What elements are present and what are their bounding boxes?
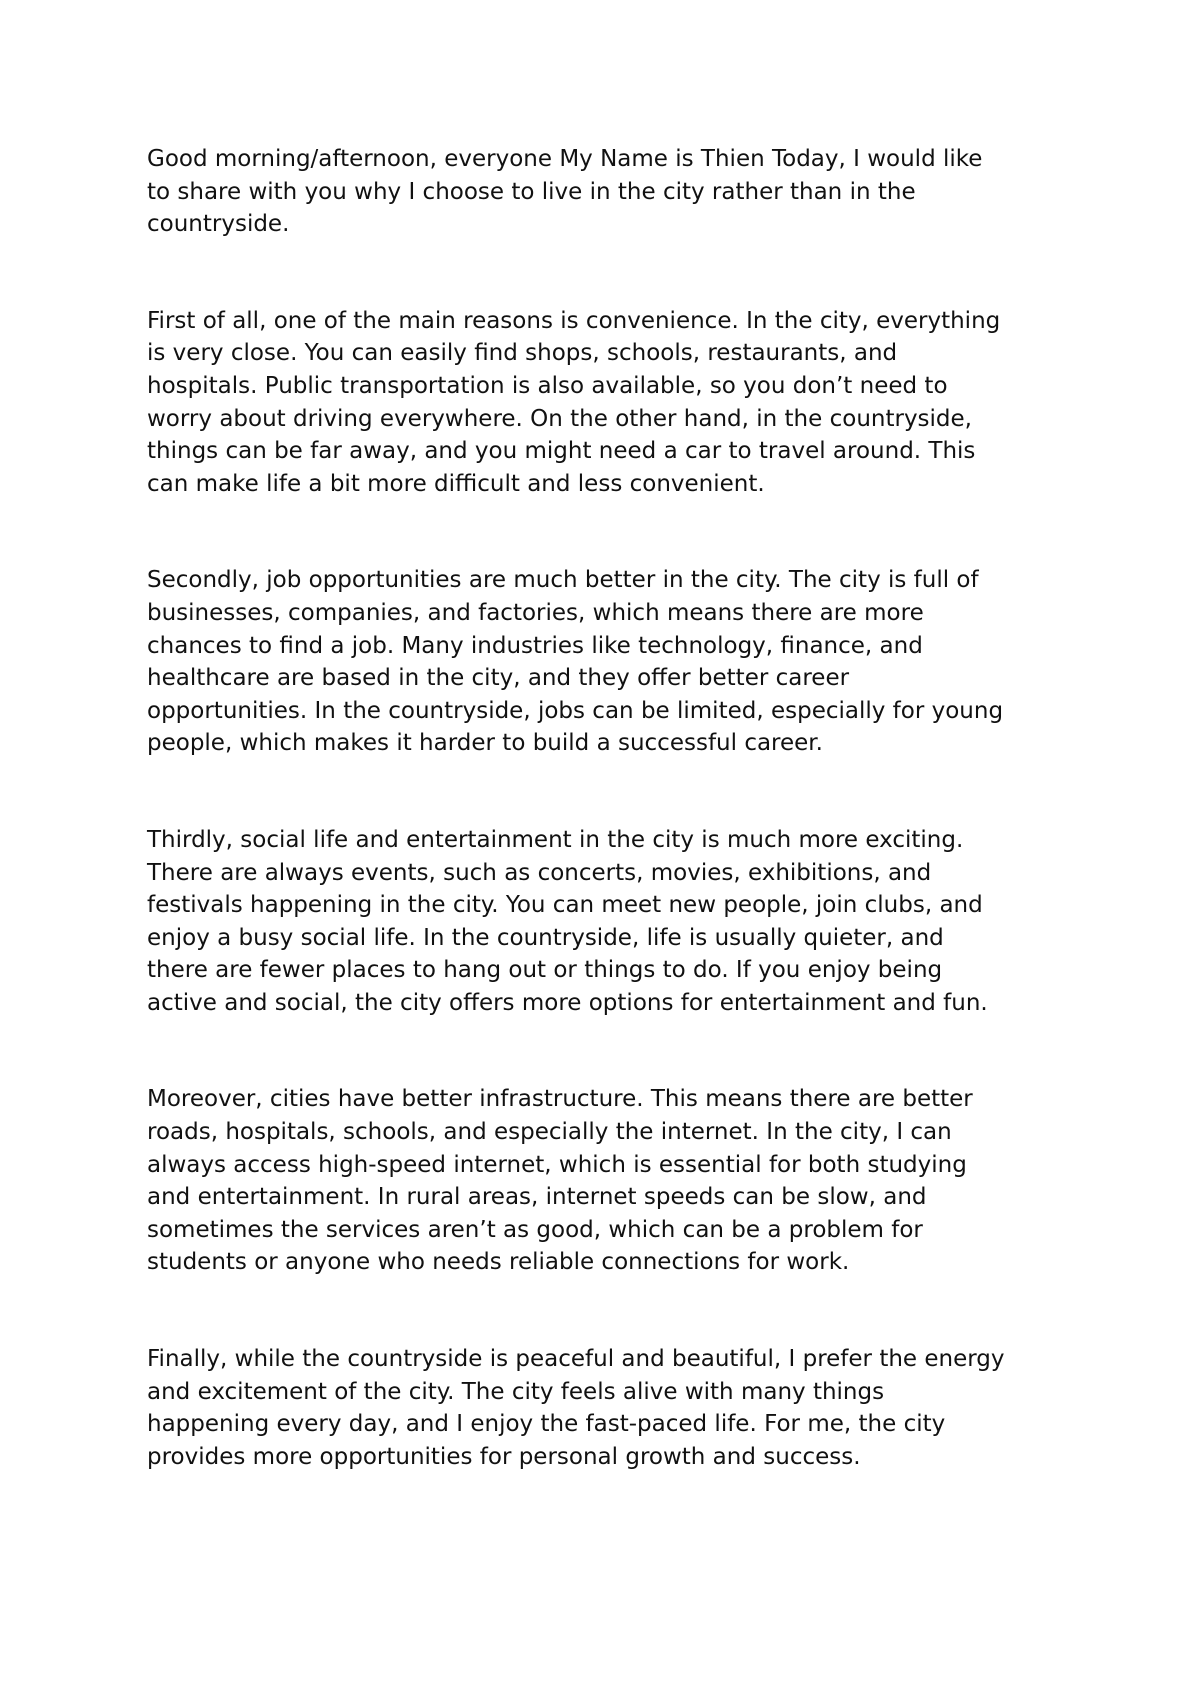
paragraph-infrastructure: Moreover, cities have better infrastructure. This means there are better roads, hospitals, schools, and especially the internet. In the city, I can always access high-speed internet, which is essential for both studying and entertainment. In rural areas, internet speeds can be slow, and sometimes the services aren’t as good, which can be a problem for students or anyone who needs reliable connections for work. — [147, 1086, 973, 1276]
paragraph-social-life: Thirdly, social life and entertainment in the city is much more exciting. There are always events, such as concerts, movies, exhibitions, and festivals happening in the city. You can meet new people, join clubs, and enjoy a busy social life. In the countryside, life is usually quieter, and there are fewer places to hang out or things to do. If you enjoy being active and social, the city offers more options for entertainment and fun. — [147, 826, 988, 1016]
paragraph-introduction: Good morning/afternoon, everyone My Name is Thien Today, I would like to share with you why I choose to live in the city rather than in the countryside. — [147, 146, 983, 238]
paragraph-conclusion: Finally, while the countryside is peaceful and beautiful, I prefer the energy and excitement of the city. The city feels alive with many things happening every day, and I enjoy the fast-paced life. For me, the city provides more opportunities for personal growth and success. — [147, 1346, 1005, 1470]
paragraph-job-opportunities: Secondly, job opportunities are much better in the city. The city is full of businesses, companies, and factories, which means there are more chances to find a job. Many industries like technology, finance, and healthcare are based in the city, and they offer better career opportunities. In the countryside, jobs can be limited, especially for young people, which makes it harder to build a successful career. — [147, 567, 1004, 757]
document-body — [147, 143, 1067, 1473]
paragraph-convenience: First of all, one of the main reasons is convenience. In the city, everything is very close. You can easily find shops, schools, restaurants, and hospitals. Public transportation is also available, so you don’t need to worry about driving everywhere. On the other hand, in the countryside, things can be far away, and you might need a car to travel around. This can make life a bit more difficult and less convenient. — [147, 307, 1001, 497]
